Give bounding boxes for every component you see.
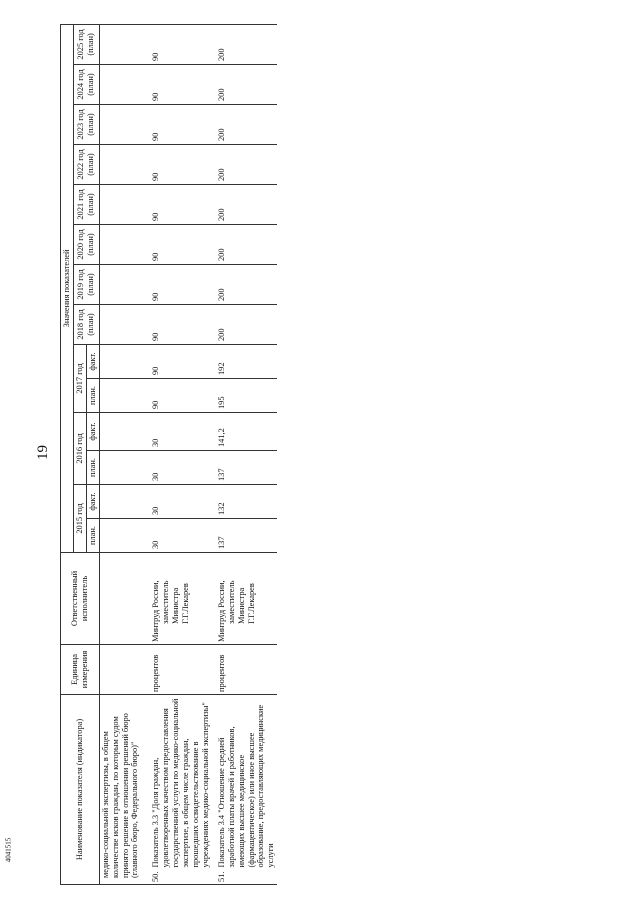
value-2015-fact: 132: [212, 485, 277, 519]
row-number: 51.: [216, 871, 226, 882]
value-cell: [99, 265, 146, 305]
value-2025: 200: [212, 24, 277, 64]
header-2017-fact: факт.: [86, 345, 99, 379]
value-2020: 90: [146, 225, 211, 265]
value-2016-fact: 30: [146, 413, 211, 451]
value-2016-fact: 141,2: [212, 413, 277, 451]
executor-line: заместитель: [226, 580, 236, 624]
row-name-cell: [146, 695, 211, 885]
value-2015-fact: 30: [146, 485, 211, 519]
executor-line: Г.Г.Лекарев: [181, 583, 191, 624]
executor-line: Минтруд России,: [151, 580, 161, 642]
value-cell: [99, 485, 146, 519]
row-executor: [146, 553, 211, 645]
executor-line: Министра: [236, 587, 246, 624]
header-year-2018: 2018 год (план): [73, 305, 99, 345]
row-unit: процентов: [212, 645, 277, 695]
value-cell: [99, 519, 146, 553]
value-2021: 90: [146, 185, 211, 225]
row-unit: [99, 645, 146, 695]
value-cell: [99, 105, 146, 145]
value-2018: 90: [146, 305, 211, 345]
value-2024: 90: [146, 65, 211, 105]
value-cell: [99, 379, 146, 413]
executor-line: Минтруд России,: [216, 580, 226, 642]
header-year-2017: 2017 год: [73, 345, 86, 413]
row-title: медико-социальной экспертизы, в общем количестве исков граждан, по которым судом принято решение в отношении решений бюро (главного бюро, Федерального бюро)": [100, 713, 140, 878]
row-name-cell: [99, 695, 146, 885]
value-cell: [99, 65, 146, 105]
value-2017-plan: 195: [212, 379, 277, 413]
value-2022: 200: [212, 145, 277, 185]
value-cell: [99, 413, 146, 451]
header-unit: Единица измерения: [61, 645, 100, 695]
value-2017-plan: 90: [146, 379, 211, 413]
header-executor: Ответственный исполнитель: [61, 553, 100, 645]
value-cell: [99, 185, 146, 225]
row-name-cell: [212, 695, 277, 885]
document-code: 4041515: [4, 837, 13, 863]
value-2015-plan: 30: [146, 519, 211, 553]
row-executor: [212, 553, 277, 645]
value-cell: [99, 345, 146, 379]
value-2015-plan: 137: [212, 519, 277, 553]
value-cell: [99, 145, 146, 185]
executor-line: Министра: [171, 587, 181, 624]
table-row: [212, 24, 277, 884]
page-number: 19: [35, 445, 51, 460]
row-executor: [99, 553, 146, 645]
table-row: [146, 24, 211, 884]
header-year-2016: 2016 год: [73, 413, 86, 485]
header-year-2019: 2019 год (план): [73, 265, 99, 305]
value-2016-plan: 30: [146, 451, 211, 485]
header-year-2025: 2025 год (план): [73, 24, 99, 64]
header-year-2021: 2021 год (план): [73, 185, 99, 225]
rotated-table-wrapper: [60, 25, 615, 885]
value-2024: 200: [212, 65, 277, 105]
table-body: [99, 24, 277, 884]
row-title: Показатель 3.3 "Доля граждан, удовлетворенных качеством предоставления государственной услуги по медико-социальной экспертизе, в общем числе граждан, прошедших освидетельствование в учреждениях медико-социальной экспертизы": [151, 698, 210, 868]
header-2016-plan: план.: [86, 451, 99, 485]
executor-line: заместитель: [161, 580, 171, 624]
header-values-group: Значения показателей: [61, 24, 74, 552]
value-2025: 90: [146, 24, 211, 64]
header-year-2023: 2023 год (план): [73, 105, 99, 145]
table-row: [99, 24, 146, 884]
header-2015-fact: факт.: [86, 485, 99, 519]
row-unit: процентов: [146, 645, 211, 695]
executor-line: Г.Г.Лекарев: [246, 583, 256, 624]
value-2019: 90: [146, 265, 211, 305]
value-2017-fact: 90: [146, 345, 211, 379]
value-2023: 90: [146, 105, 211, 145]
value-cell: [99, 305, 146, 345]
header-2016-fact: факт.: [86, 413, 99, 451]
indicators-table: [60, 24, 277, 885]
value-2020: 200: [212, 225, 277, 265]
header-year-2015: 2015 год: [73, 485, 86, 553]
table-header: [61, 24, 100, 884]
value-cell: [99, 451, 146, 485]
value-cell: [99, 225, 146, 265]
value-2019: 200: [212, 265, 277, 305]
value-2023: 200: [212, 105, 277, 145]
row-number: 50.: [151, 871, 161, 882]
header-year-2024: 2024 год (план): [73, 65, 99, 105]
header-2015-plan: план.: [86, 519, 99, 553]
value-2017-fact: 192: [212, 345, 277, 379]
header-year-2022: 2022 год (план): [73, 145, 99, 185]
value-2018: 200: [212, 305, 277, 345]
value-cell: [99, 24, 146, 64]
value-2016-plan: 137: [212, 451, 277, 485]
header-2017-plan: план.: [86, 379, 99, 413]
header-name: Наименование показателя (индикатора): [61, 695, 100, 885]
row-title: Показатель 3.4 "Отношение средней заработной платы врачей и работников, имеющих высшее медицинское (фармацевтическое) или иное высшее образование, предоставляющих медицинские услуги: [216, 704, 276, 868]
value-2021: 200: [212, 185, 277, 225]
value-2022: 90: [146, 145, 211, 185]
header-year-2020: 2020 год (план): [73, 225, 99, 265]
